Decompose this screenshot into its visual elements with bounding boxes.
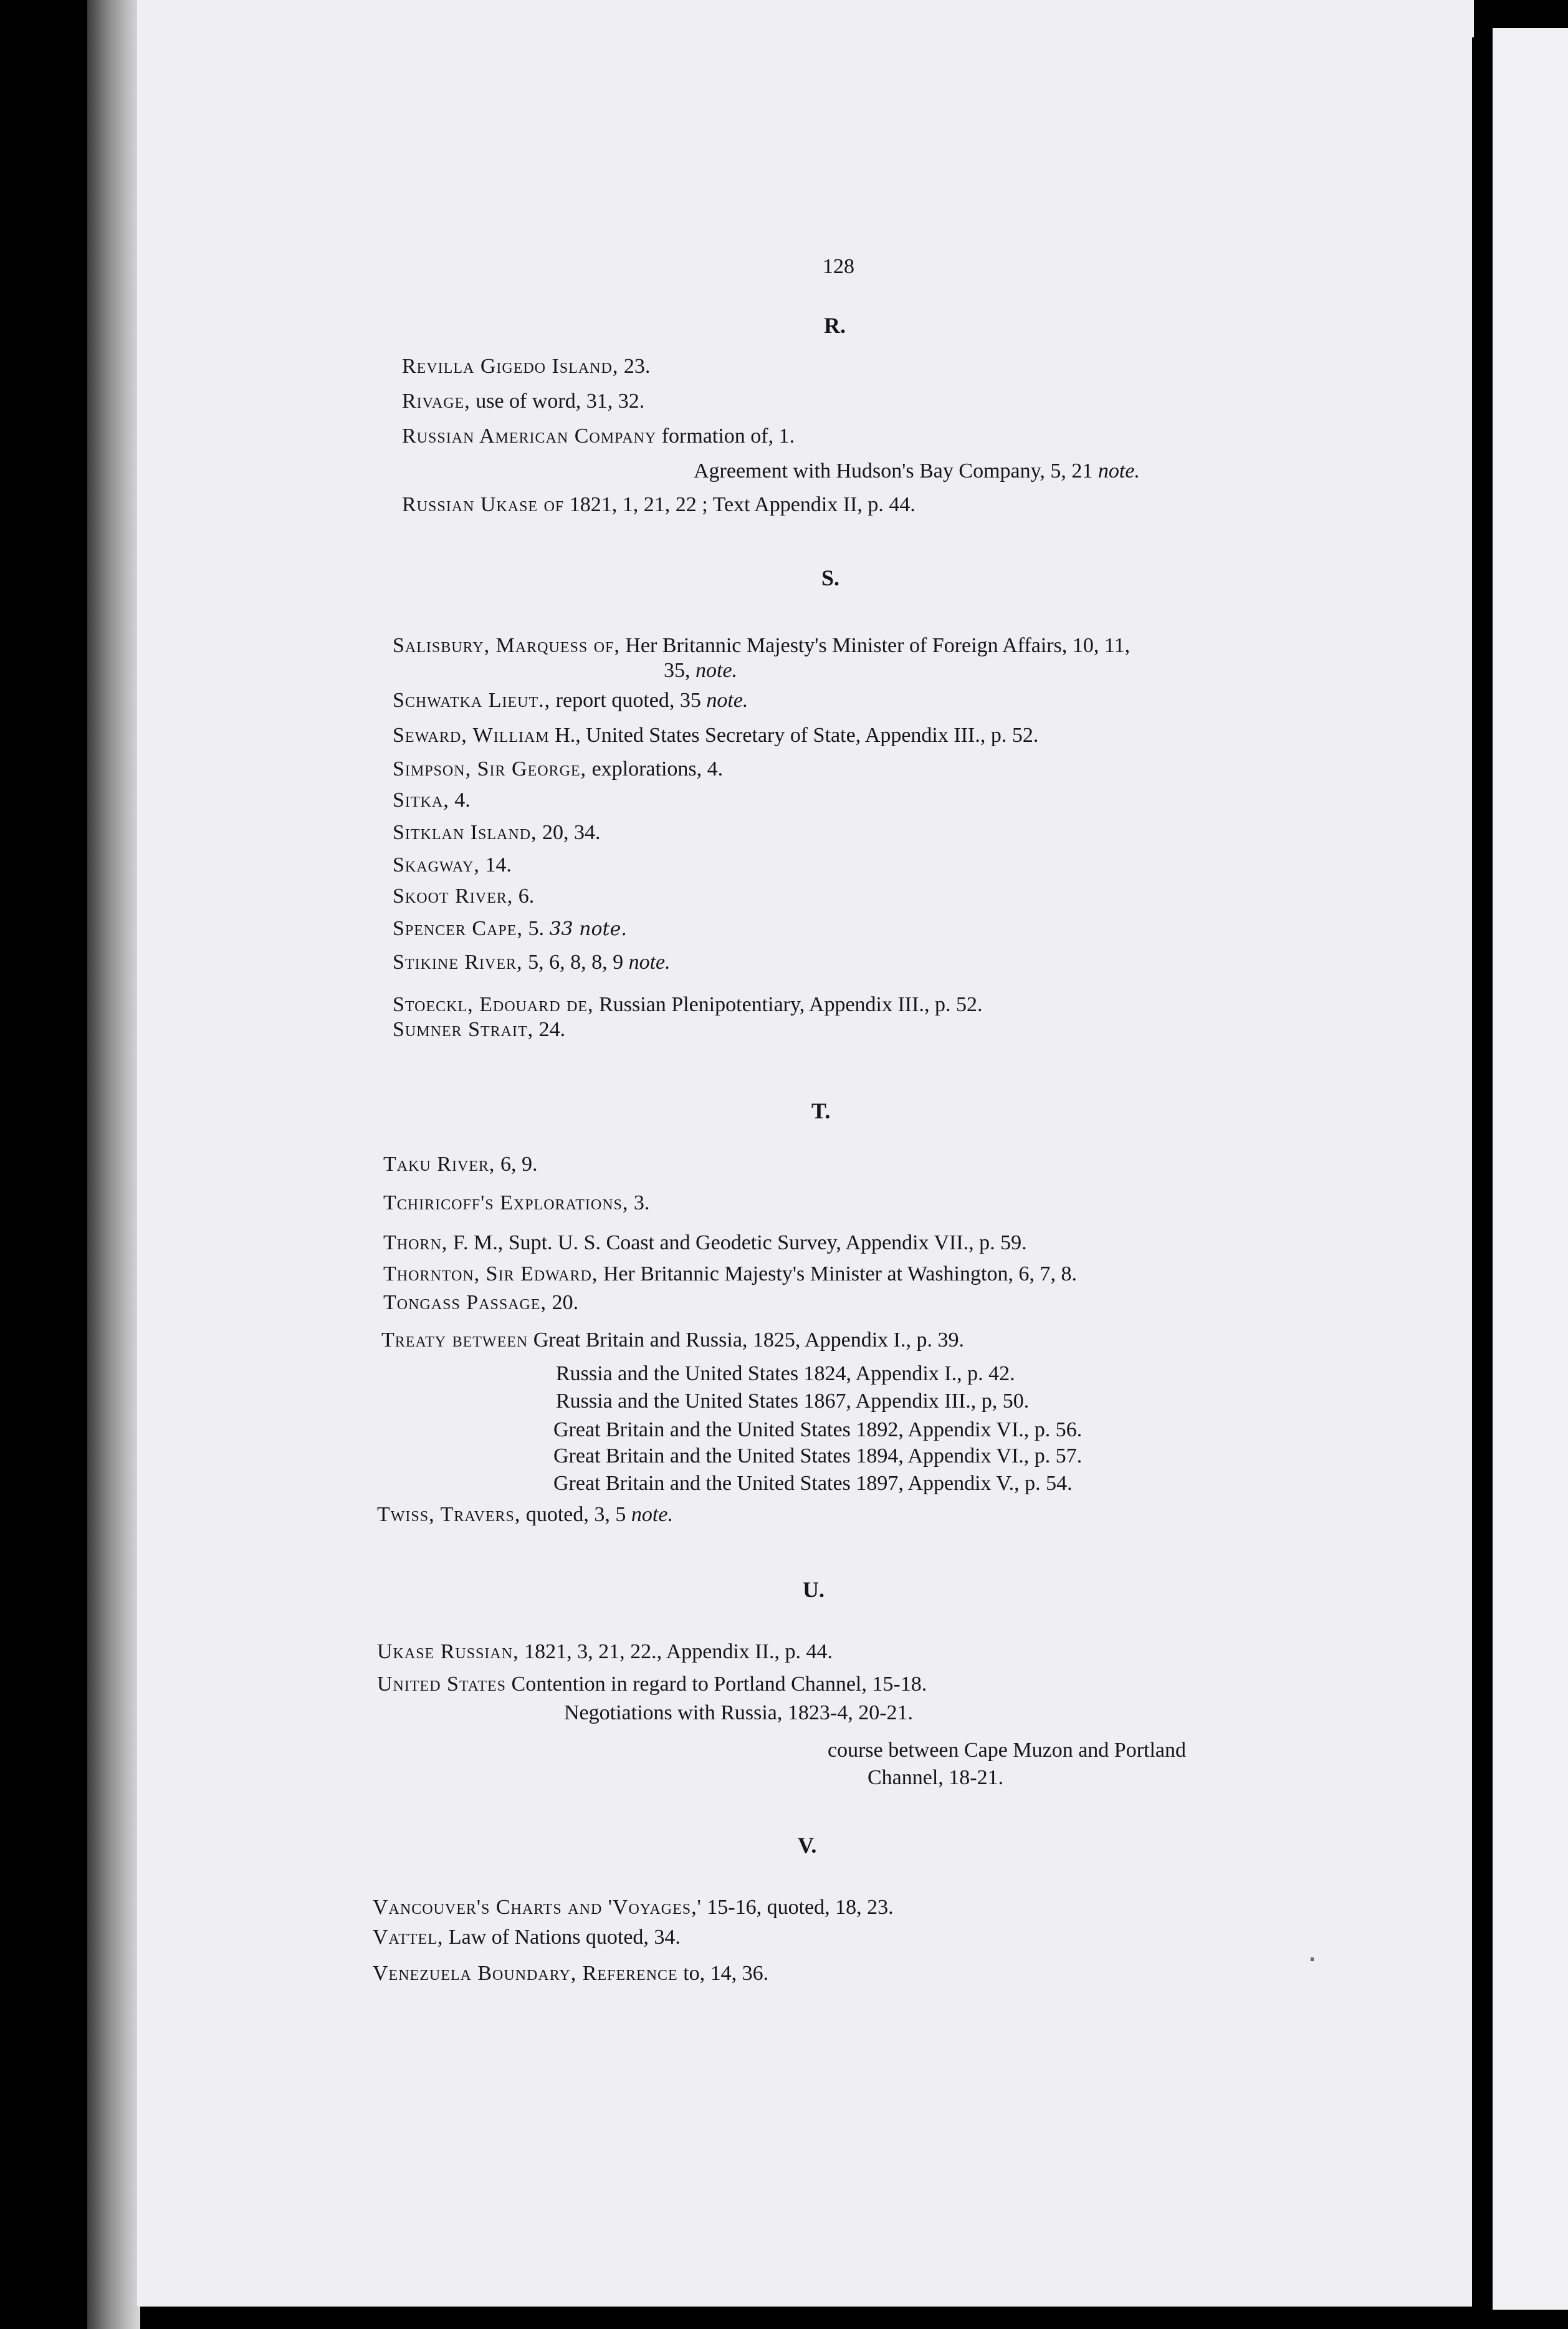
entry-heading: Stoeckl, Edouard de,: [393, 993, 594, 1016]
entry-text: report quoted, 35: [550, 689, 707, 712]
index-entry: [402, 492, 915, 517]
entry-heading: United States: [377, 1673, 507, 1696]
note-label: note.: [696, 659, 738, 682]
entry-heading: Vancouver's Charts and 'Voyages,': [373, 1896, 702, 1919]
index-subentry: Russia and the United States 1824, Appendix I., p. 42.: [556, 1362, 1015, 1385]
note-label: note.: [1097, 459, 1140, 483]
entry-text: 20.: [547, 1291, 579, 1314]
index-entry: [383, 1290, 578, 1315]
section-letter-t: T.: [811, 1098, 831, 1123]
entry-heading: Taku River,: [383, 1153, 495, 1176]
entry-heading: Twiss, Travers,: [377, 1503, 521, 1526]
index-entry: [373, 1925, 681, 1950]
index-entry: [377, 1672, 927, 1697]
index-entry: [377, 1640, 833, 1664]
note-label: note.: [706, 689, 748, 712]
entry-text: 24.: [533, 1018, 566, 1041]
entry-text: 6, 9.: [495, 1153, 538, 1176]
index-entry: [383, 1191, 649, 1216]
entry-heading: Sitka,: [393, 789, 449, 812]
entry-heading: Revilla Gigedo Island,: [402, 355, 619, 378]
entry-heading: Vattel,: [373, 1926, 444, 1949]
index-subentry: [694, 459, 1140, 484]
index-entry: [383, 1262, 1077, 1287]
index-entry: [393, 950, 671, 975]
index-entry: [393, 788, 471, 813]
entry-text: F. M., Supt. U. S. Coast and Geodetic Survey, Appendix VII., p. 59.: [447, 1231, 1027, 1254]
section-letter-s: S.: [821, 565, 840, 590]
index-entry: [393, 757, 723, 782]
entry-text: 23.: [618, 355, 651, 378]
index-entry: [393, 688, 748, 713]
entry-heading: Ukase Russian,: [377, 1640, 519, 1663]
ink-speck: [1311, 1957, 1314, 1961]
index-entry: [373, 1895, 894, 1920]
index-entry: [393, 992, 982, 1017]
section-letter-r: R.: [824, 313, 846, 338]
entry-text: Russian Plenipotentiary, Appendix III., p. 52.: [593, 993, 983, 1016]
note-label: note.: [628, 951, 671, 974]
entry-text: Her Britannic Majesty's Minister at Washington, 6, 7, 8.: [598, 1262, 1077, 1285]
entry-text: formation of, 1.: [656, 425, 795, 448]
index-subentry: Great Britain and the United States 1892, Appendix VI., p. 56.: [553, 1418, 1083, 1441]
entry-text: to, 14, 36.: [677, 1962, 769, 1985]
entry-heading: Simpson, Sir George,: [393, 757, 587, 780]
entry-text: Law of Nations quoted, 34.: [443, 1926, 681, 1949]
entry-text: 5, 6, 8, 8, 9: [522, 951, 629, 974]
index-entry: [393, 723, 1038, 748]
page-number: 128: [823, 255, 854, 278]
entry-text: 15-16, quoted, 18, 23.: [701, 1896, 894, 1919]
entry-heading: Schwatka Lieut.,: [393, 689, 551, 712]
index-subentry: Great Britain and the United States 1897, Appendix V., p. 54.: [553, 1472, 1073, 1495]
index-entry: [393, 633, 1130, 658]
entry-heading: Sitklan Island,: [393, 821, 537, 844]
index-subentry: Channel, 18-21.: [868, 1766, 1004, 1789]
entry-text: 5.: [522, 917, 550, 940]
entry-text: 1821, 3, 21, 22., Appendix II., p. 44.: [519, 1640, 833, 1663]
entry-heading: Spencer Cape,: [393, 917, 523, 940]
handwritten-annotation: 33 note.: [549, 918, 627, 940]
index-subentry: course between Cape Muzon and Portland: [828, 1739, 1186, 1762]
entry-text: Great Britain and Russia, 1825, Appendix I., p. 39.: [528, 1328, 964, 1352]
index-entry: [373, 1961, 768, 1986]
entry-heading: Tongass Passage,: [383, 1291, 547, 1314]
index-entry: [377, 1502, 673, 1527]
index-entry: [402, 424, 795, 449]
index-entry: [402, 354, 650, 379]
entry-heading: Salisbury, Marquess of,: [393, 634, 620, 657]
entry-text: 14.: [479, 853, 512, 876]
entry-heading: Treaty between: [381, 1328, 528, 1352]
entry-heading: Russian Ukase of: [402, 493, 565, 516]
entry-text: 3.: [628, 1191, 650, 1214]
note-label: note.: [631, 1503, 673, 1526]
section-letter-v: V.: [798, 1833, 817, 1858]
entry-text: Agreement with Hudson's Bay Company, 5, 21: [694, 459, 1098, 483]
entry-heading: Stikine River,: [393, 951, 523, 974]
entry-text: Her Britannic Majesty's Minister of Foreign Affairs, 10, 11,: [619, 634, 1131, 657]
entry-heading: Seward, William: [393, 724, 550, 747]
entry-text: H., United States Secretary of State, Appendix III., p. 52.: [549, 724, 1039, 747]
entry-heading: Tchiricoff's Explorations,: [383, 1191, 629, 1214]
entry-heading: Venezuela Boundary, Reference: [373, 1962, 678, 1985]
index-subentry: Negotiations with Russia, 1823-4, 20-21.: [564, 1701, 914, 1724]
index-entry: [393, 1017, 565, 1042]
entry-heading: Skagway,: [393, 853, 480, 876]
entry-text: quoted, 3, 5: [520, 1503, 631, 1526]
entry-text: 35,: [664, 659, 696, 682]
index-entry: [393, 916, 627, 942]
entry-text: 4.: [449, 789, 471, 812]
index-subentry: Russia and the United States 1867, Appendix III., p, 50.: [556, 1390, 1030, 1413]
entry-heading: Skoot River,: [393, 885, 514, 908]
index-entry: [381, 1328, 964, 1353]
entry-heading: Rivage,: [402, 390, 471, 413]
index-entry: [402, 389, 644, 414]
entry-text: explorations, 4.: [586, 757, 724, 780]
entry-heading: Thornton, Sir Edward,: [383, 1262, 598, 1285]
entry-text: Contention in regard to Portland Channel, 15-18.: [506, 1673, 927, 1696]
index-entry: [383, 1231, 1027, 1256]
section-letter-u: U.: [803, 1577, 825, 1602]
index-subentry: Great Britain and the United States 1894, Appendix VI., p. 57.: [553, 1444, 1083, 1467]
entry-text: 20, 34.: [537, 821, 601, 844]
index-entry: [383, 1152, 537, 1177]
entry-heading: Thorn,: [383, 1231, 448, 1254]
entry-text: 1821, 1, 21, 22 ; Text Appendix II, p. 44.: [564, 493, 915, 516]
index-entry: [393, 820, 601, 845]
entry-text: use of word, 31, 32.: [470, 390, 645, 413]
index-entry: [393, 884, 534, 909]
index-entry: [393, 853, 512, 878]
entry-heading: Sumner Strait,: [393, 1018, 534, 1041]
index-subentry: [664, 658, 737, 683]
entry-text: 6.: [513, 885, 535, 908]
entry-heading: Russian American Company: [402, 425, 657, 448]
